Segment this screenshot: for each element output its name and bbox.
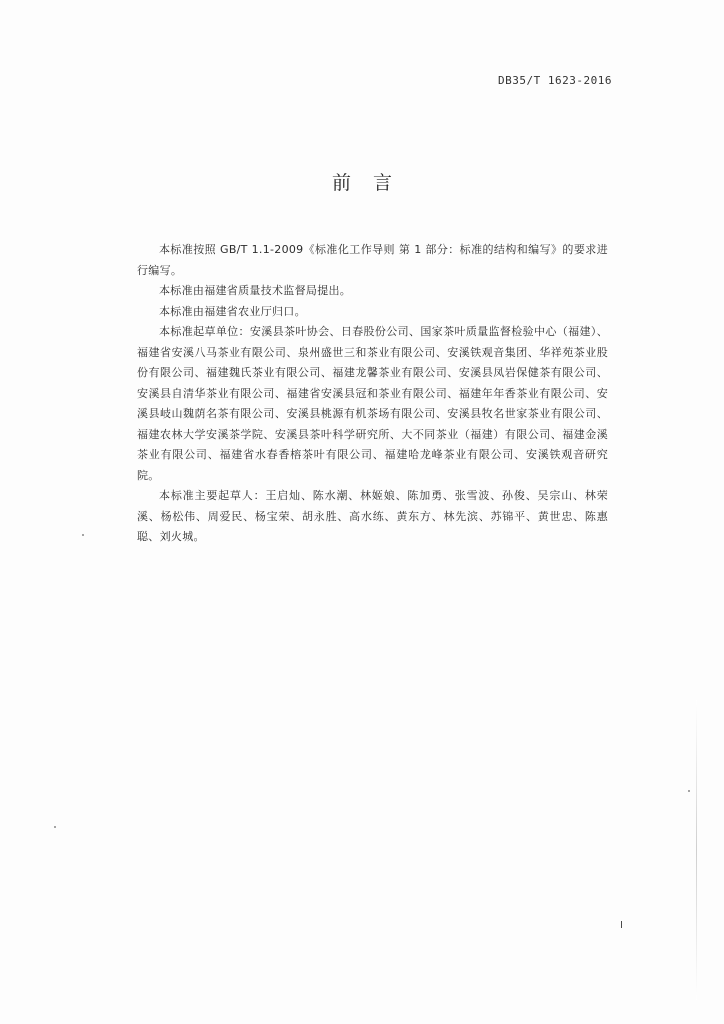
paragraph-drafters: 本标准主要起草人：王启灿、陈水潮、林姬娘、陈加勇、张雪波、孙俊、吴宗山、林荣溪、杨松伟、周爱民、杨宝荣、胡永胜、高水练、黄东方、林先滨、苏锦平、黄世忠、陈惠聪、刘火城。 — [137, 489, 608, 543]
foreword-body — [137, 240, 608, 548]
scan-speck — [82, 534, 84, 536]
paragraph-drafting-units: 本标准起草单位：安溪县茶叶协会、日春股份公司、国家茶叶质量监督检验中心（福建）、福建省安溪八马茶业有限公司、泉州盛世三和茶业有限公司、安溪铁观音集团、华祥苑茶业股份有限公司、福建魏氏茶业有限公司、福建龙馨茶业有限公司、安溪县凤岩保健茶有限公司、安溪县自清华茶业有限公司、福建省安溪县冠和茶业有限公司、福建年年香茶业有限公司、安溪县岐山魏荫名茶有限公司、安溪县桃源有机茶场有限公司、安溪县牧名世家茶业有限公司、福建农林大学安溪茶学院、安溪县茶叶科学研究所、大不同茶业（福建）有限公司、福建金溪茶业有限公司、福建省水春香榕茶叶有限公司、福建哈龙峰茶业有限公司、安溪铁观音研究院。 — [137, 325, 608, 482]
scan-speck — [688, 790, 690, 792]
scan-speck — [54, 826, 56, 828]
paragraph-administered-by: 本标准由福建省农业厅归口。 — [159, 304, 306, 318]
document-code: DB35/T 1623-2016 — [498, 74, 612, 87]
paragraph-proposed-by: 本标准由福建省质量技术监督局提出。 — [159, 284, 352, 297]
page-number: I — [620, 920, 623, 931]
scan-edge-line — [696, 700, 697, 1000]
page-title: 前言 — [331, 172, 414, 194]
paragraph-drafting-rules: 本标准按照 GB/T 1.1-2009《标准化工作导则 第 1 部分：标准的结构和编写》的要求进行编写。 — [137, 243, 608, 277]
